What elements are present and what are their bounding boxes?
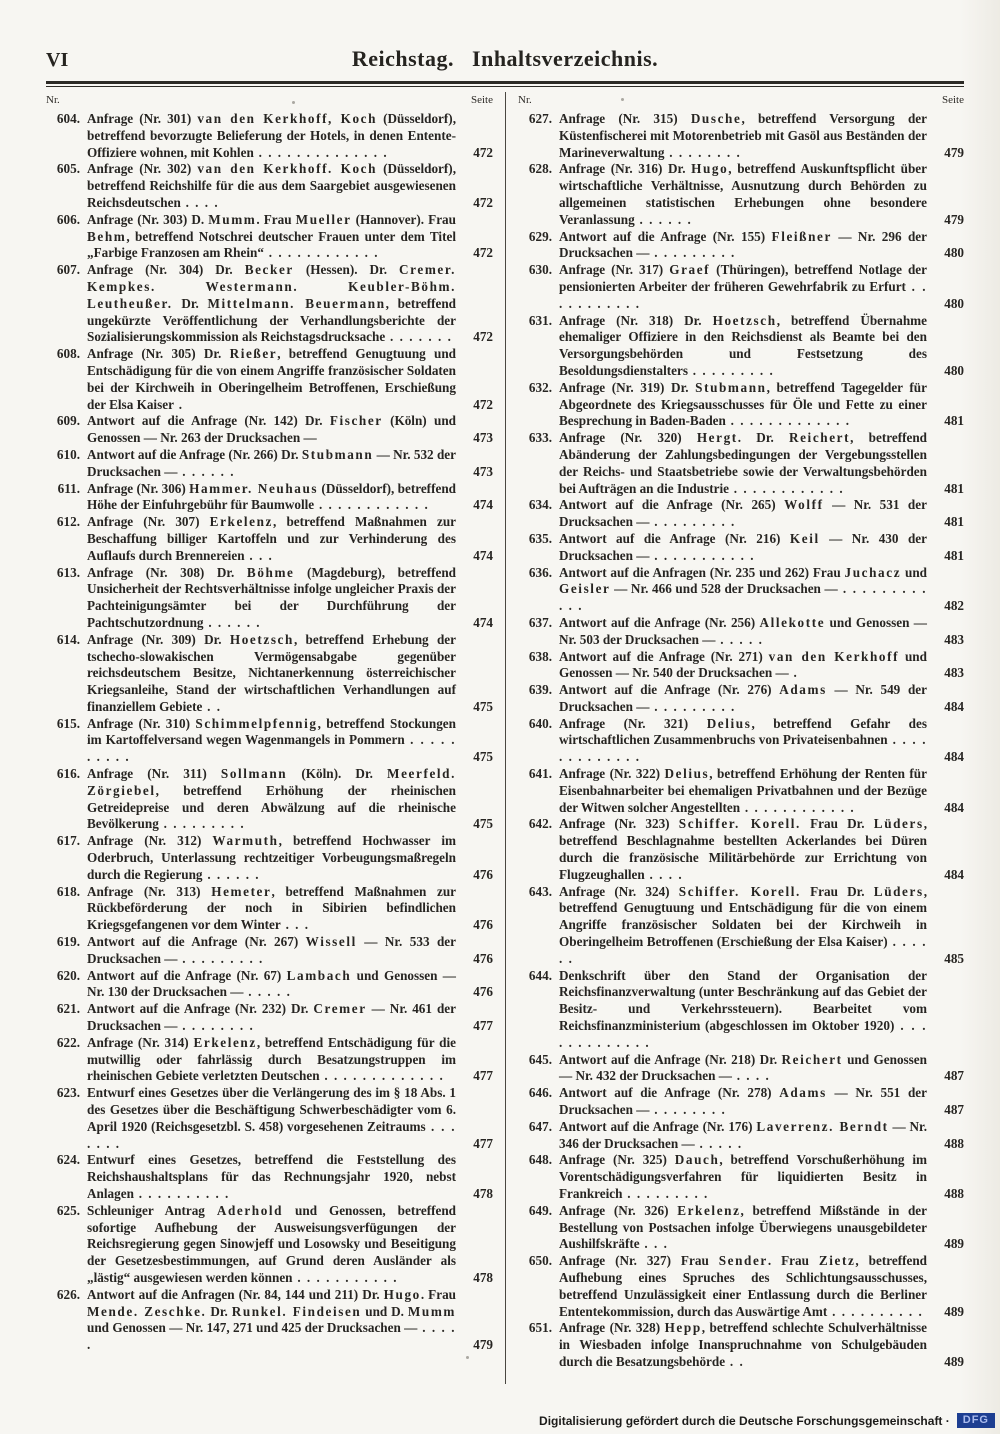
toc-entry [518,1203,964,1253]
entry-page: 483 [944,631,964,647]
entry-text: Antwort auf die Anfragen (Nr. 235 und 262) Frau Juchacz und Geisler — Nr. 466 und 528 der Drucksachen — . . . . . . . . . . . . [559,564,927,614]
entry-page: 489 [944,1303,964,1319]
toc-entry [518,430,964,497]
dot-leader: . . . . . . . . . [158,816,246,832]
entry-text: Anfrage (Nr. 303) D. Mumm. Frau Mueller (Hannover). Frau Behm, betreffend Notschrei deutscher Frauen unter dem Titel „Farbige Franzosen am Rhein“ . . . . . . . . . . . . [87,211,456,261]
dot-leader: . . . . . . . . . . [87,732,457,765]
toc-entry [46,161,493,211]
toc-entry [46,632,493,716]
entry-number: 626. [56,1286,80,1302]
entry-number: 619. [56,934,80,950]
entry-text: Antwort auf die Anfrage (Nr. 267) Wissell — Nr. 533 der Drucksachen — . . . . . . . . . [87,934,456,966]
dot-leader: . . . . . . [559,934,928,966]
entry-number: 609. [56,413,80,429]
entry-text: Anfrage (Nr. 310) Schimmelpfennig, betreffend Stockungen im Kartoffelversand wegen Wagenmangels in Pommern . . . . . . . . . . [87,715,457,765]
dot-leader: . . . . . . . . . [649,698,736,714]
entry-number: 605. [56,161,80,177]
column-right-entries [518,111,964,1371]
dot-leader: . . . . . . . . . . . [292,1269,399,1285]
dot-leader: . . . . . . . . . . . . . [319,1068,445,1084]
toc-entry [518,816,964,883]
dot-leader: . . . . . . . [385,329,453,345]
entry-text: Antwort auf die Anfrage (Nr. 256) Allekotte und Genossen — Nr. 503 der Drucksachen — . . . . . [559,614,927,647]
toc-entry [46,262,493,346]
entry-text: Anfrage (Nr. 309) Dr. Hoetzsch, betreffend Erhebung der tschecho-slowakischen Vermögensabgabe gegenüber reichsdeutschem Besitze, Nichtanerkennung österreichischer Kriegsanleihe, Stand der wirtschaftlichen Verhandlungen auf finanziellem Gebiete . . [87,631,456,714]
entry-number: 623. [56,1085,80,1101]
dot-leader: . . . . [644,866,684,882]
dot-leader: . . . . . . . . . . . . [729,480,845,496]
entry-number: 650. [528,1253,552,1269]
dot-leader: . . . . . . . . . . . . [263,245,380,261]
entry-number: 640. [528,715,552,731]
entry-text: Entwurf eines Gesetzes, betreffend die Feststellung des Reichshaushaltsplans für das Rechnungsjahr 1920, nebst Anlagen . . . . . . . . . . [87,1152,456,1201]
entry-text: Anfrage (Nr. 328) Hepp, betreffend schlechte Schulverhältnisse in Wiesbaden infolge Inanspruchnahme von Schulgebäuden durch die Besatzungsbehörde . . [559,1320,928,1369]
toc-entry [518,1085,964,1119]
entry-page: 475 [473,698,493,714]
toc-entry [46,565,493,632]
dot-leader: . . . . . . . . . . . . . [725,413,851,429]
page-header [46,46,964,72]
dot-leader: . . [202,698,222,714]
entry-number: 631. [528,312,552,328]
entry-page: 487 [944,1102,964,1118]
entry-number: 606. [56,211,80,227]
entry-number: 624. [56,1152,80,1168]
entry-text: Anfrage (Nr. 315) Dusche, betreffend Versorgung der Küstenfischerei mit Motorenbetrieb mit Gasöl aus Beständen der Marineverwaltung . . . . . . . . [559,111,927,160]
entry-number: 646. [528,1085,552,1101]
entry-page: 476 [473,866,493,882]
toc-entry [518,565,964,615]
entry-text: Anfrage (Nr. 326) Erkelenz, betreffend Mißstände in der Bestellung von Postsachen infolge Überwiegens unausgebildeter Aushilfskräfte . . . [559,1202,927,1252]
entry-text: Anfrage (Nr. 320) Hergt. Dr. Reichert, betreffend Abänderung der Zahlungsbedingungen der Vergebungsstellen der Reichs- und Staatsbetriebe sowie der Verwaltungsbehörden bei Aufträgen an die Industrie . . . . . . . . . . . . [559,430,927,496]
entry-page: 478 [473,1186,493,1201]
entry-number: 638. [528,648,552,664]
entry-number: 642. [528,816,552,832]
entry-number: 608. [56,346,80,362]
dot-leader: . . . . . [715,631,764,647]
entry-number: 621. [56,1001,80,1017]
entry-number: 637. [528,614,552,630]
entry-number: 651. [528,1320,552,1336]
entry-page: 474 [473,614,493,630]
dot-leader: . . [725,1353,745,1369]
column-header-seite: Seite [471,94,493,106]
entry-text: Anfrage (Nr. 308) Dr. Böhme (Magdeburg), betreffend Unsicherheit der Rechtsverhältnisse infolge ungleicher Praxis der Pachteinigungsämter bei der Durchführung der Pachtschutzordnung . . . . . . [87,564,456,630]
entry-number: 641. [528,766,552,782]
entry-number: 632. [528,379,552,395]
entry-text: Denkschrift über den Stand der Organisation der Reichsfinanzverwaltung (unter Beschränkung auf das Gebiet der Besitz- und Verkehrssteuern). Bearbeitet vom Reichsfinanzministerium (abgeschlossen im Oktober 1920) . . . . . . . . . . . . . [559,967,928,1050]
entry-text: Anfrage (Nr. 317) Graef (Thüringen), betreffend Notlage der pensionierten Arbeiter der früheren Gewehrfabrik zu Erfurt . . . . . . . . . . . [559,262,927,311]
entry-text: Antwort auf die Anfrage (Nr. 216) Keil — Nr. 430 der Drucksachen — . . . . . . . . . . . [559,530,927,563]
entry-text: Anfrage (Nr. 319) Dr. Stubmann, betreffend Tagegelder für Abgeordnete des Kriegsausschusses für Öle und Fette zu einer Besprechung in Baden-Baden . . . . . . . . . . . . . [559,379,927,429]
toc-entry [46,766,493,833]
entry-text: Anfrage (Nr. 327) Frau Sender. Frau Zietz, betreffend Aufhebung eines Spruches des Schlichtungsausschusses, betreffend Unzulässigkeit einer Entlassung durch die Berliner Ententekommission, durch das Auswärtige Amt . . . . . . . . . . [559,1253,927,1319]
entry-number: 611. [57,480,80,496]
column-header-nr: Nr. [46,94,60,106]
entry-text: Anfrage (Nr. 318) Dr. Hoetzsch, betreffend Übernahme ehemaliger Offiziere in den Reichsdienst als Beamte bei den Versorgungsbehörden und Festsetzung des Besoldungsdienstalters . . . . . . . . . [559,312,927,378]
dot-leader: . . . . . . [202,866,261,882]
entry-page: 474 [473,497,493,513]
entry-page: 484 [944,698,964,714]
toc-entry [518,313,964,380]
entry-number: 616. [56,766,80,782]
entry-text: Antwort auf die Anfrage (Nr. 218) Dr. Reichert und Genossen — Nr. 432 der Drucksachen — . . . . [559,1051,927,1084]
column-header-nr: Nr. [518,94,532,106]
entry-page: 479 [473,1337,493,1353]
entry-page: 481 [944,547,964,563]
toc-entry [518,111,964,161]
dot-leader: . . . . . . . . [177,1018,255,1034]
entry-text: Antwort auf die Anfrage (Nr. 176) Laverrenz. Berndt — Nr. 346 der Drucksachen — . . . . . [559,1118,927,1151]
entry-page: 475 [473,816,493,832]
entry-page: 480 [944,295,964,311]
entry-page: 472 [473,245,493,261]
toc-entry [518,649,964,683]
dot-leader: . . . . . . . . . . . [559,278,927,311]
entry-page: 487 [944,1068,964,1084]
entry-page: 485 [944,950,964,966]
entry-page: 475 [473,749,493,765]
dot-leader: . . . . . . . . . [649,245,736,261]
page-title-left: Reichstag. [351,46,455,71]
toc-entry [46,514,493,564]
entry-number: 617. [56,833,80,849]
entry-page: 484 [944,799,964,815]
entry-number: 625. [56,1202,80,1218]
entry-number: 633. [528,430,552,446]
toc-entry [46,716,493,766]
column-left-entries [46,111,493,1354]
toc-entry [518,716,964,766]
entry-page: 481 [944,514,964,530]
toc-entry [518,968,964,1052]
entry-text: Anfrage (Nr. 324) Schiffer. Korell. Frau Dr. Lüders, betreffend Genugtuung und Entschädigung für die von einem Angriffe französischer Soldaten bei der Kirchweih in Oberingelheim Betroffenen (Erschießung der Elsa Kaiser) . . . . . . [559,883,928,966]
entry-page: 472 [473,144,493,160]
entry-text: Anfrage (Nr. 314) Erkelenz, betreffend Entschädigung für die mutwillig oder fahrlässig durch Besatzungstruppen im rheinischen Gebiete verletzten Deutschen . . . . . . . . . . . . . [87,1034,456,1084]
entry-page: 489 [944,1353,964,1369]
entry-text: Antwort auf die Anfrage (Nr. 67) Lambach und Genossen — Nr. 130 der Drucksachen — . . . . . [87,967,456,1000]
entry-number: 612. [56,514,80,530]
entry-text: Anfrage (Nr. 322) Delius, betreffend Erhöhung der Renten für Eisenbahnarbeiter bei ehemaligen Privatbahnen und der Bezüge der Witwen solcher Angestellten . . . . . . . . . . . . [559,766,927,815]
toc-entry [46,833,493,883]
entry-text: Anfrage (Nr. 325) Dauch, betreffend Vorschußerhöhung im Vorentschädigungsverfahren für liquidierten Besitz in Frankreich . . . . . . . . . [559,1152,927,1201]
entry-text: Anfrage (Nr. 305) Dr. Rießer, betreffend Genugtuung und Entschädigung für die von einem Angriffe französischer Soldaten bei der Kirchweih in Oberingelheim Betroffenen, Erschießung der Elsa Kaiser . [87,346,456,412]
entry-page: 476 [473,917,493,933]
toc-entry [46,1203,493,1287]
dot-leader: . . . . . . . . . . [133,1186,230,1201]
dot-leader: . [173,396,184,412]
toc-column-left [46,92,505,1384]
dot-leader: . . . . . . . . . [649,514,736,530]
digitization-credit: Digitalisierung gefördert durch die Deutsche Forschungsgemeinschaft · [539,1413,950,1428]
toc-entry [46,1035,493,1085]
dot-leader: . . . . . . . . . . [827,1303,924,1319]
entry-page: 488 [944,1135,964,1151]
entry-text: Anfrage (Nr. 313) Hemeter, betreffend Maßnahmen zur Rückbeförderung der noch in Sibirien befindlichen Kriegsgefangenen vor dem Winter . . . [87,883,457,933]
entry-page: 479 [944,144,964,160]
dot-leader: . . . . . . [203,614,262,630]
entry-page: 481 [944,480,964,496]
entry-page: 484 [944,749,964,765]
dot-leader: . . . . . . . . . [177,950,264,966]
page-title [116,46,894,72]
entry-number: 649. [528,1202,552,1218]
toc-entry [46,111,493,161]
toc-entry [518,1052,964,1086]
dot-leader: . . . . . . . . . . . . [314,497,430,513]
entry-number: 648. [528,1152,552,1168]
dot-leader: . . . . . . . . . . . . [559,581,927,614]
entry-page: 479 [944,211,964,227]
entry-text: Antwort auf die Anfrage (Nr. 142) Dr. Fischer (Köln) und Genossen — Nr. 263 der Drucksachen — [87,413,457,446]
column-header-seite: Seite [942,94,964,106]
entry-page: 476 [473,984,493,1000]
entry-text: Anfrage (Nr. 321) Delius, betreffend Gefahr des wirtschaftlichen Zusammenbruchs von Privateisenbahnen . . . . . . . . . . . . . [559,715,927,765]
entry-page: 481 [944,413,964,429]
entry-text: Anfrage (Nr. 311) Sollmann (Köln). Dr. Meerfeld. Zörgiebel, betreffend Erhöhung der rheinischen Getreidepreise und deren Abwälzung auf die rheinische Bevölkerung . . . . . . . . . [87,766,456,832]
entry-number: 613. [56,564,80,580]
digitization-footer [539,1413,995,1428]
dot-leader: . . . [639,1236,669,1252]
entry-text: Entwurf eines Gesetzes über die Verlängerung des im § 18 Abs. 1 des Gesetzes über die Beschäftigung Schwerbeschädigter vom 6. April 1920 (Reichsgesetzbl. S. 458) vorgesehenen Zeitraums . . . . . . . [87,1085,457,1151]
toc-entry [518,766,964,816]
entry-text: Anfrage (Nr. 306) Hammer. Neuhaus (Düsseldorf), betreffend Höhe der Einfuhrgebühr für Baumwolle . . . . . . . . . . . . [87,480,456,513]
entry-number: 636. [528,564,552,580]
entry-page: 472 [473,396,493,412]
dot-leader: . . . . . . . . . . . . . . [253,144,389,160]
entry-number: 628. [528,161,552,177]
dot-leader: . . . . [731,1068,771,1084]
entry-number: 645. [528,1051,552,1067]
entry-page: 480 [944,245,964,261]
entry-page: 472 [473,194,493,210]
toc-entry [46,212,493,262]
toc-column-right [505,92,964,1384]
entry-text: Anfrage (Nr. 301) van den Kerkhoff, Koch (Düsseldorf), betreffend bevorzugte Belieferung der Hotels, in denen Entente-Offiziere wohnen, mit Kohlen . . . . . . . . . . . . . . [87,111,456,160]
toc-entry [46,1001,493,1035]
entry-number: 615. [56,715,80,731]
entry-number: 643. [528,883,552,899]
entry-number: 604. [56,111,80,126]
toc-entry [46,884,493,934]
toc-entry [518,262,964,312]
entry-text: Antwort auf die Anfrage (Nr. 266) Dr. Stubmann — Nr. 532 der Drucksachen — . . . . . . [87,446,456,479]
toc-entry [518,497,964,531]
entry-number: 610. [56,446,80,462]
entry-text: Antwort auf die Anfrage (Nr. 278) Adams — Nr. 551 der Drucksachen — . . . . . . . . [559,1085,927,1118]
entry-page: 478 [473,1269,493,1285]
dot-leader: . . . . . . . . [649,1102,727,1118]
page-title-right: Inhaltsverzeichnis. [472,46,659,71]
entry-number: 614. [56,631,80,647]
toc-entry [518,1320,964,1370]
toc-entry [518,531,964,565]
entry-number: 634. [528,497,552,513]
toc-entry [518,1119,964,1153]
toc-entry [518,161,964,228]
toc-entry [518,1253,964,1320]
dot-leader: . . . . . [243,984,292,1000]
entry-number: 629. [528,228,552,244]
dot-leader: . . . . . . [634,211,693,227]
entry-text: Antwort auf die Anfrage (Nr. 232) Dr. Cremer — Nr. 461 der Drucksachen — . . . . . . . . [87,1001,456,1034]
toc-entry [518,682,964,716]
entry-text: Anfrage (Nr. 312) Warmuth, betreffend Hochwasser im Oderbruch, Unterlassung rechtzeitiger Vorbeugungsmaßregeln durch die Regierung . . . . . . [87,833,457,882]
entry-text: Anfrage (Nr. 323) Schiffer. Korell. Frau Dr. Lüders, betreffend Beschlagnahme bestellten Ackerlandes bei Düren durch die französische Militärbehörde zur Errichtung von Flugzeughallen . . . . [559,816,927,882]
entry-number: 620. [56,967,80,983]
entry-page: 489 [944,1236,964,1252]
scan-speck [292,101,295,104]
column-header-left [46,94,493,106]
dot-leader: . . . [280,917,310,933]
entry-text: Anfrage (Nr. 307) Erkelenz, betreffend Maßnahmen zur Beschaffung billiger Kartoffeln und zur Verhinderung des Auflaufs durch Brennereien . . . [87,514,457,563]
dot-leader: . . . . . . . [87,1118,457,1151]
entry-number: 635. [528,530,552,546]
dot-leader: . . . . . . . . . . . . . [559,732,927,765]
header-rule-thin [46,86,964,87]
scan-speck [466,1356,469,1359]
dot-leader: . . . . [180,194,220,210]
toc-entry [46,413,493,447]
toc-entry [518,380,964,430]
page-number-roman: VI [46,49,69,71]
entry-text: Antwort auf die Anfrage (Nr. 271) van den Kerkhoff und Genossen — Nr. 540 der Drucksachen — . [559,648,927,681]
entry-text: Anfrage (Nr. 302) van den Kerkhoff. Koch (Düsseldorf), betreffend Reichshilfe für die aus dem Saargebiet ausgewiesenen Reichsdeutschen . . . . [87,161,456,210]
dot-leader: . . . . . . . . . [622,1186,709,1201]
entry-number: 607. [56,262,80,278]
entry-number: 647. [528,1118,552,1134]
entry-text: Antwort auf die Anfrage (Nr. 265) Wolff — Nr. 531 der Drucksachen — . . . . . . . . . [559,497,927,530]
entry-text: Antwort auf die Anfragen (Nr. 84, 144 und 211) Dr. Hugo. Frau Mende. Zeschke. Dr. Runkel. Findeisen und D. Mumm und Genossen — Nr. 147, 271 und 425 der Drucksachen — . . . . . [87,1286,457,1353]
toc-entry [518,1152,964,1202]
dot-leader: . . . . . . . . . . . . . [559,1018,928,1050]
toc-entry [46,481,493,515]
toc-entry [46,447,493,481]
entry-number: 618. [56,883,80,899]
dot-leader: . . . . . . . . . [687,362,775,378]
entry-page: 477 [473,1068,493,1084]
dot-leader: . . . . . . . . . . . [649,547,756,563]
entry-page: 480 [944,362,964,378]
entry-number: 627. [528,111,552,126]
entry-page: 476 [473,950,493,966]
entry-page: 488 [944,1186,964,1201]
entry-text: Antwort auf die Anfrage (Nr. 276) Adams — Nr. 549 der Drucksachen — . . . . . . . . . [559,682,927,714]
toc-entry [46,1287,493,1354]
dot-leader: . . . . . . . . [664,144,742,160]
toc-entry [46,1152,493,1202]
toc-entry [518,615,964,649]
toc-entry [518,884,964,968]
dot-leader: . . . . . [694,1135,743,1151]
entry-page: 472 [473,329,493,345]
dfg-logo: DFG [957,1413,995,1428]
dot-leader: . [788,665,799,681]
toc-entry [46,1085,493,1152]
entry-page: 484 [944,866,964,882]
entry-text: Schleuniger Antrag Aderhold und Genossen, betreffend sofortige Aufhebung der Ausweisungsverfügungen der Reichsregierung gegen Sinowjeff und Losowsky und Beseitigung der Gesetzesbestimmungen, auf Grund deren Ausländer als „lästig“ ausgewiesen werden können . . . . . . . . . . . [87,1202,456,1285]
dot-leader: . . . [244,547,274,563]
column-header-right [518,94,964,106]
entry-number: 622. [56,1034,80,1050]
entry-page: 473 [473,430,493,446]
scan-speck [621,98,624,101]
entry-page: 477 [473,1135,493,1151]
entry-page: 474 [473,547,493,563]
entry-page: 473 [473,463,493,479]
toc-columns [46,92,964,1384]
toc-entry [46,346,493,413]
entry-text: Anfrage (Nr. 316) Dr. Hugo, betreffend Auskunftspflicht über wirtschaftliche Verhältnisse, Ausnutzung durch Behörden zu allgemeinen statistischen Erhebungen ohne besondere Veranlassung . . . . . . [559,161,927,227]
toc-entry [46,968,493,1002]
dot-leader: . . . . . . [177,463,236,479]
scan-speck [430,168,433,171]
entry-page: 483 [944,665,964,681]
entry-text: Antwort auf die Anfrage (Nr. 155) Fleißner — Nr. 296 der Drucksachen — . . . . . . . . . [559,228,927,261]
entry-number: 639. [528,682,552,698]
header-rule-thick [46,81,964,84]
dot-leader: . . . . . [87,1320,456,1353]
toc-entry [518,229,964,263]
dot-leader: . . . . . . . . . . . . [740,799,856,815]
entry-page: 482 [944,598,964,614]
entry-page: 477 [473,1018,493,1034]
toc-entry [46,934,493,968]
entry-number: 644. [528,967,552,983]
entry-text: Anfrage (Nr. 304) Dr. Becker (Hessen). Dr. Cremer. Kempkes. Westermann. Keubler-Böhm. Leutheußer. Dr. Mittelmann. Beuermann, betreffend ungekürzte Veröffentlichung der Verhandlungsberichte der Sozialisierungskommission als Reichstagsdrucksache . . . . . . . [87,262,456,345]
entry-number: 630. [528,262,552,278]
